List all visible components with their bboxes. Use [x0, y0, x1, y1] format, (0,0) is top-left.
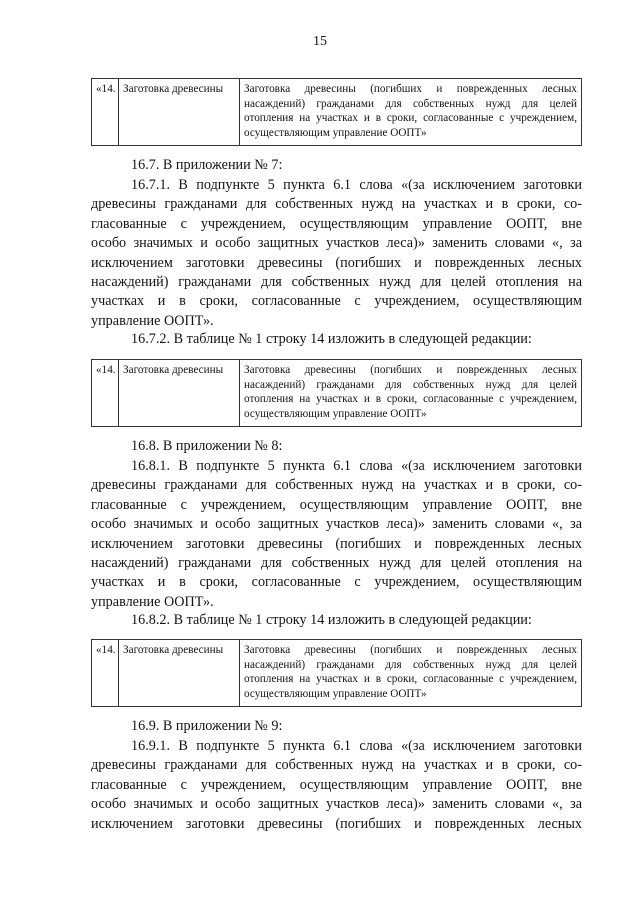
row-description: Заготовка древесины (погибших и поврежденных лесных насаждений) гражданами для собственных нужд для целей отопления на участках и в сроки, согласованные с учреждением, осуществляющим управление ООПТ» — [240, 360, 582, 427]
section-heading: 16.7. В приложении № 7: — [131, 157, 283, 173]
row-description: Заготовка древесины (погибших и поврежденных лесных насаждений) гражданами для собственных нужд для целей отопления на участках и в сроки, согласованные с учреждением, осуществляющим управление ООПТ» — [240, 640, 582, 707]
paragraph: 16.7.2. В таблице № 1 строку 14 изложить в следующей редакции: — [131, 331, 532, 347]
text-line: исключением заготовки древесины (погибших и поврежденных лесных — [91, 254, 582, 271]
page-number: 15 — [313, 34, 327, 49]
section-heading: 16.9. В приложении № 9: — [131, 718, 283, 734]
paragraph — [91, 737, 582, 834]
row-number: «14. — [92, 360, 119, 427]
paragraph — [91, 176, 582, 331]
section-heading: 16.8. В приложении № 8: — [131, 438, 283, 454]
paragraph: 16.8.2. В таблице № 1 строку 14 изложить в следующей редакции: — [131, 612, 532, 628]
text-line: исключением заготовки древесины (погибших и поврежденных лесных — [91, 535, 582, 552]
row-name: Заготовка древесины — [119, 640, 240, 707]
text-line: 16.7.1. В подпункте 5 пункта 6.1 слова «(за исключением заготовки — [131, 177, 582, 193]
text-line: особо значимых и особо защитных участков леса)» заменить словами «, за — [91, 235, 582, 252]
text-line: особо значимых и особо защитных участков леса)» заменить словами «, за — [91, 796, 582, 813]
text-line: древесины гражданами для собственных нужд на участках и в сроки, со- — [91, 196, 582, 213]
text-line: особо значимых и особо защитных участков леса)» заменить словами «, за — [91, 516, 582, 533]
replacement-table — [91, 78, 582, 146]
row-name: Заготовка древесины — [119, 360, 240, 427]
text-line: управление ООПТ». — [91, 593, 214, 610]
text-line: гласованные с учреждением, осуществляющим управление ООПТ, вне — [91, 776, 582, 793]
text-line: насаждений) гражданами для собственных нужд для целей отопления на — [91, 274, 582, 291]
table-row — [92, 360, 582, 427]
replacement-table — [91, 639, 582, 707]
replacement-table — [91, 359, 582, 427]
text-line: участках и в сроки, согласованные с учреждением, осуществляющим — [91, 293, 582, 310]
text-line: 16.9.1. В подпункте 5 пункта 6.1 слова «(за исключением заготовки — [131, 738, 582, 754]
table-row — [92, 640, 582, 707]
row-description: Заготовка древесины (погибших и поврежденных лесных насаждений) гражданами для собственных нужд для целей отопления на участках и в сроки, согласованные с учреждением, осуществляющим управление ООПТ» — [240, 79, 582, 146]
table-row — [92, 79, 582, 146]
text-line: насаждений) гражданами для собственных нужд для целей отопления на — [91, 555, 582, 572]
row-number: «14. — [92, 79, 119, 146]
text-line: исключением заготовки древесины (погибших и поврежденных лесных — [91, 815, 582, 832]
paragraph — [91, 457, 582, 612]
row-number: «14. — [92, 640, 119, 707]
text-line: древесины гражданами для собственных нужд на участках и в сроки, со- — [91, 757, 582, 774]
text-line: древесины гражданами для собственных нужд на участках и в сроки, со- — [91, 477, 582, 494]
text-line: 16.8.1. В подпункте 5 пункта 6.1 слова «(за исключением заготовки — [131, 458, 582, 474]
text-line: участках и в сроки, согласованные с учреждением, осуществляющим — [91, 574, 582, 591]
text-line: управление ООПТ». — [91, 312, 214, 329]
text-line: гласованные с учреждением, осуществляющим управление ООПТ, вне — [91, 496, 582, 513]
row-name: Заготовка древесины — [119, 79, 240, 146]
text-line: гласованные с учреждением, осуществляющим управление ООПТ, вне — [91, 215, 582, 232]
